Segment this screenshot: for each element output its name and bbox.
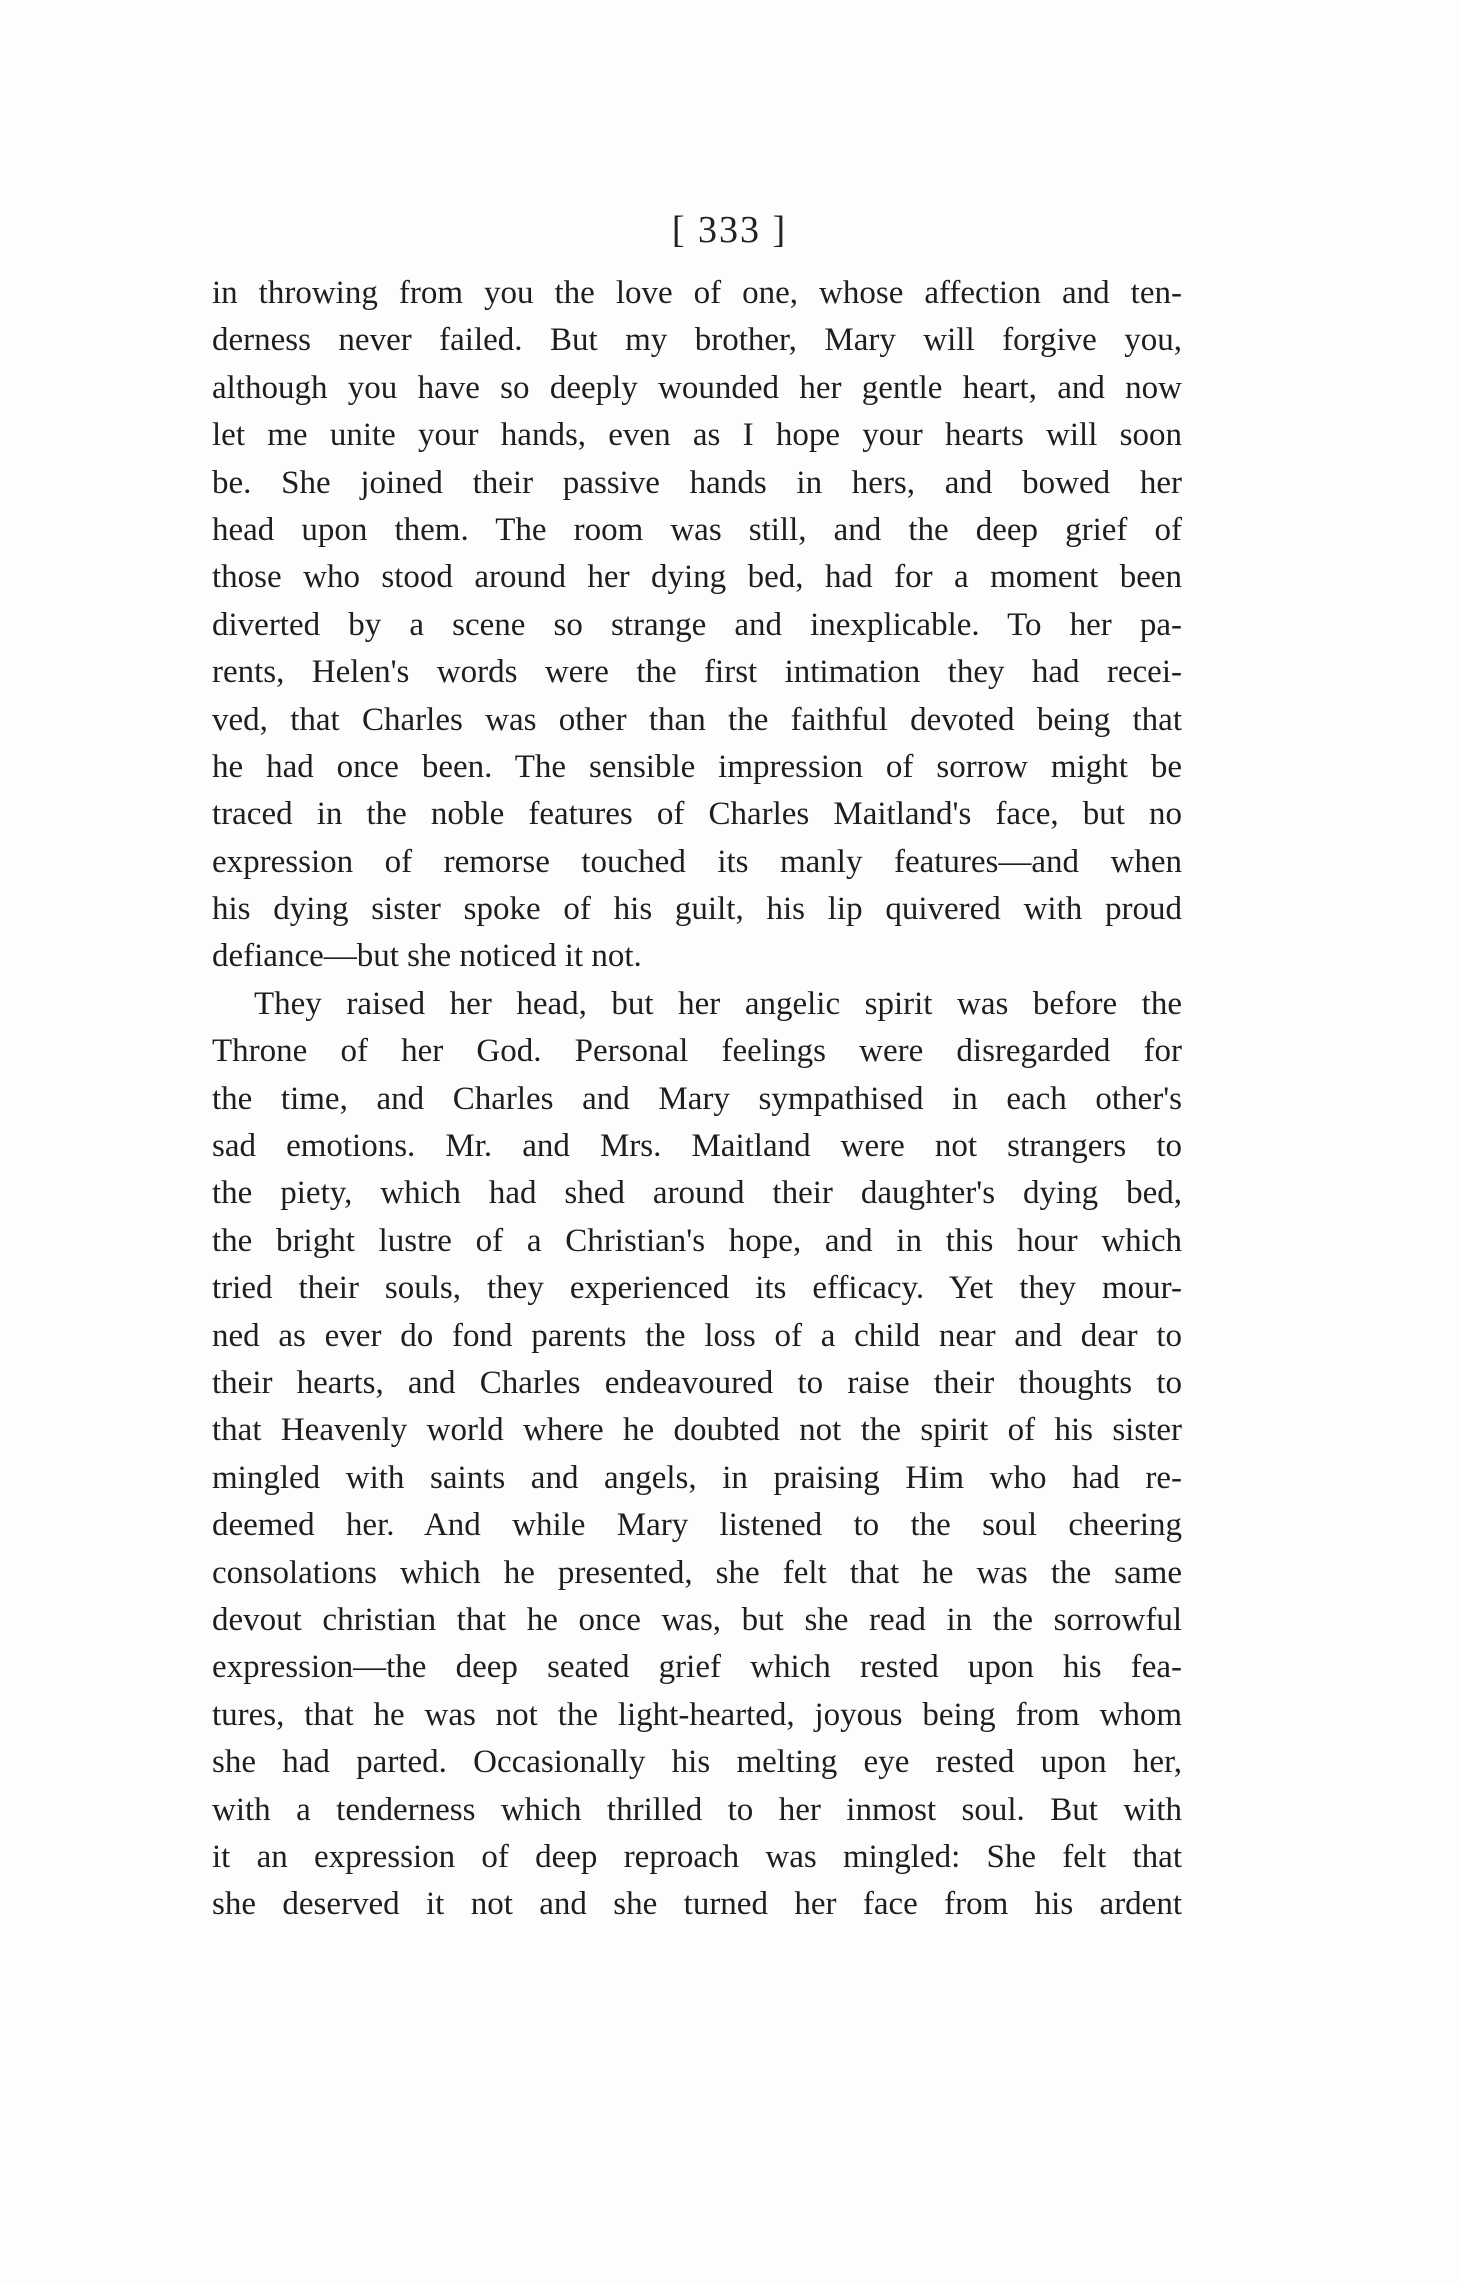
text-line: derness never failed. But my brother, Mary will forgive you, <box>212 322 1182 359</box>
text-line: be. She joined their passive hands in hers, and bowed her <box>212 464 1182 501</box>
text-line: he had once been. The sensible impression of sorrow might be <box>212 748 1182 785</box>
text-line: she had parted. Occasionally his melting eye rested upon her, <box>212 1744 1182 1781</box>
text-line: Throne of her God. Personal feelings were disregarded for <box>212 1033 1182 1070</box>
text-line: deemed her. And while Mary listened to the soul cheering <box>212 1507 1182 1544</box>
page-number: [ 333 ] <box>671 209 788 251</box>
text-line: their hearts, and Charles endeavoured to raise their thoughts to <box>212 1364 1182 1401</box>
text-line: traced in the noble features of Charles Maitland's face, but no <box>212 796 1182 833</box>
text-line: diverted by a scene so strange and inexplicable. To her pa- <box>212 606 1182 643</box>
text-line: with a tenderness which thrilled to her inmost soul. But with <box>212 1791 1182 1828</box>
text-line: defiance—but she noticed it not. <box>212 938 642 975</box>
text-line: let me unite your hands, even as I hope your hearts will soon <box>212 417 1182 454</box>
text-line: the piety, which had shed around their daughter's dying bed, <box>212 1175 1182 1212</box>
text-line: ned as ever do fond parents the loss of a child near and dear to <box>212 1317 1182 1354</box>
text-line: the bright lustre of a Christian's hope, and in this hour which <box>212 1222 1182 1259</box>
paragraph-2 <box>212 981 1182 1929</box>
text-line: although you have so deeply wounded her gentle heart, and now <box>212 369 1182 406</box>
text-line: that Heavenly world where he doubted not the spirit of his sister <box>212 1412 1182 1449</box>
text-line: the time, and Charles and Mary sympathised in each other's <box>212 1080 1182 1117</box>
text-line: it an expression of deep reproach was mingled: She felt that <box>212 1838 1182 1875</box>
text-line: ved, that Charles was other than the faithful devoted being that <box>212 701 1182 738</box>
text-line: mingled with saints and angels, in praising Him who had re- <box>212 1459 1182 1496</box>
text-line: his dying sister spoke of his guilt, his lip quivered with proud <box>212 891 1182 928</box>
text-line: sad emotions. Mr. and Mrs. Maitland were not strangers to <box>212 1128 1182 1165</box>
text-line: head upon them. The room was still, and the deep grief of <box>212 511 1182 548</box>
text-line: those who stood around her dying bed, had for a moment been <box>212 559 1182 596</box>
text-line: in throwing from you the love of one, whose affection and ten- <box>212 275 1182 311</box>
text-line: rents, Helen's words were the first intimation they had recei- <box>212 654 1182 691</box>
text-line: They raised her head, but her angelic spirit was before the <box>254 985 1182 1022</box>
text-line: tures, that he was not the light-hearted, joyous being from whom <box>212 1696 1182 1733</box>
text-line: tried their souls, they experienced its efficacy. Yet they mour- <box>212 1270 1182 1307</box>
text-line: she deserved it not and she turned her face from his ardent <box>212 1886 1182 1923</box>
text-line: expression of remorse touched its manly features—and when <box>212 843 1182 880</box>
body-text <box>212 270 1182 1929</box>
text-line: expression—the deep seated grief which rested upon his fea- <box>212 1649 1182 1686</box>
text-line: devout christian that he once was, but she read in the sorrowful <box>212 1601 1182 1638</box>
text-line: consolations which he presented, she felt that he was the same <box>212 1554 1182 1591</box>
paragraph-1 <box>212 270 1182 981</box>
